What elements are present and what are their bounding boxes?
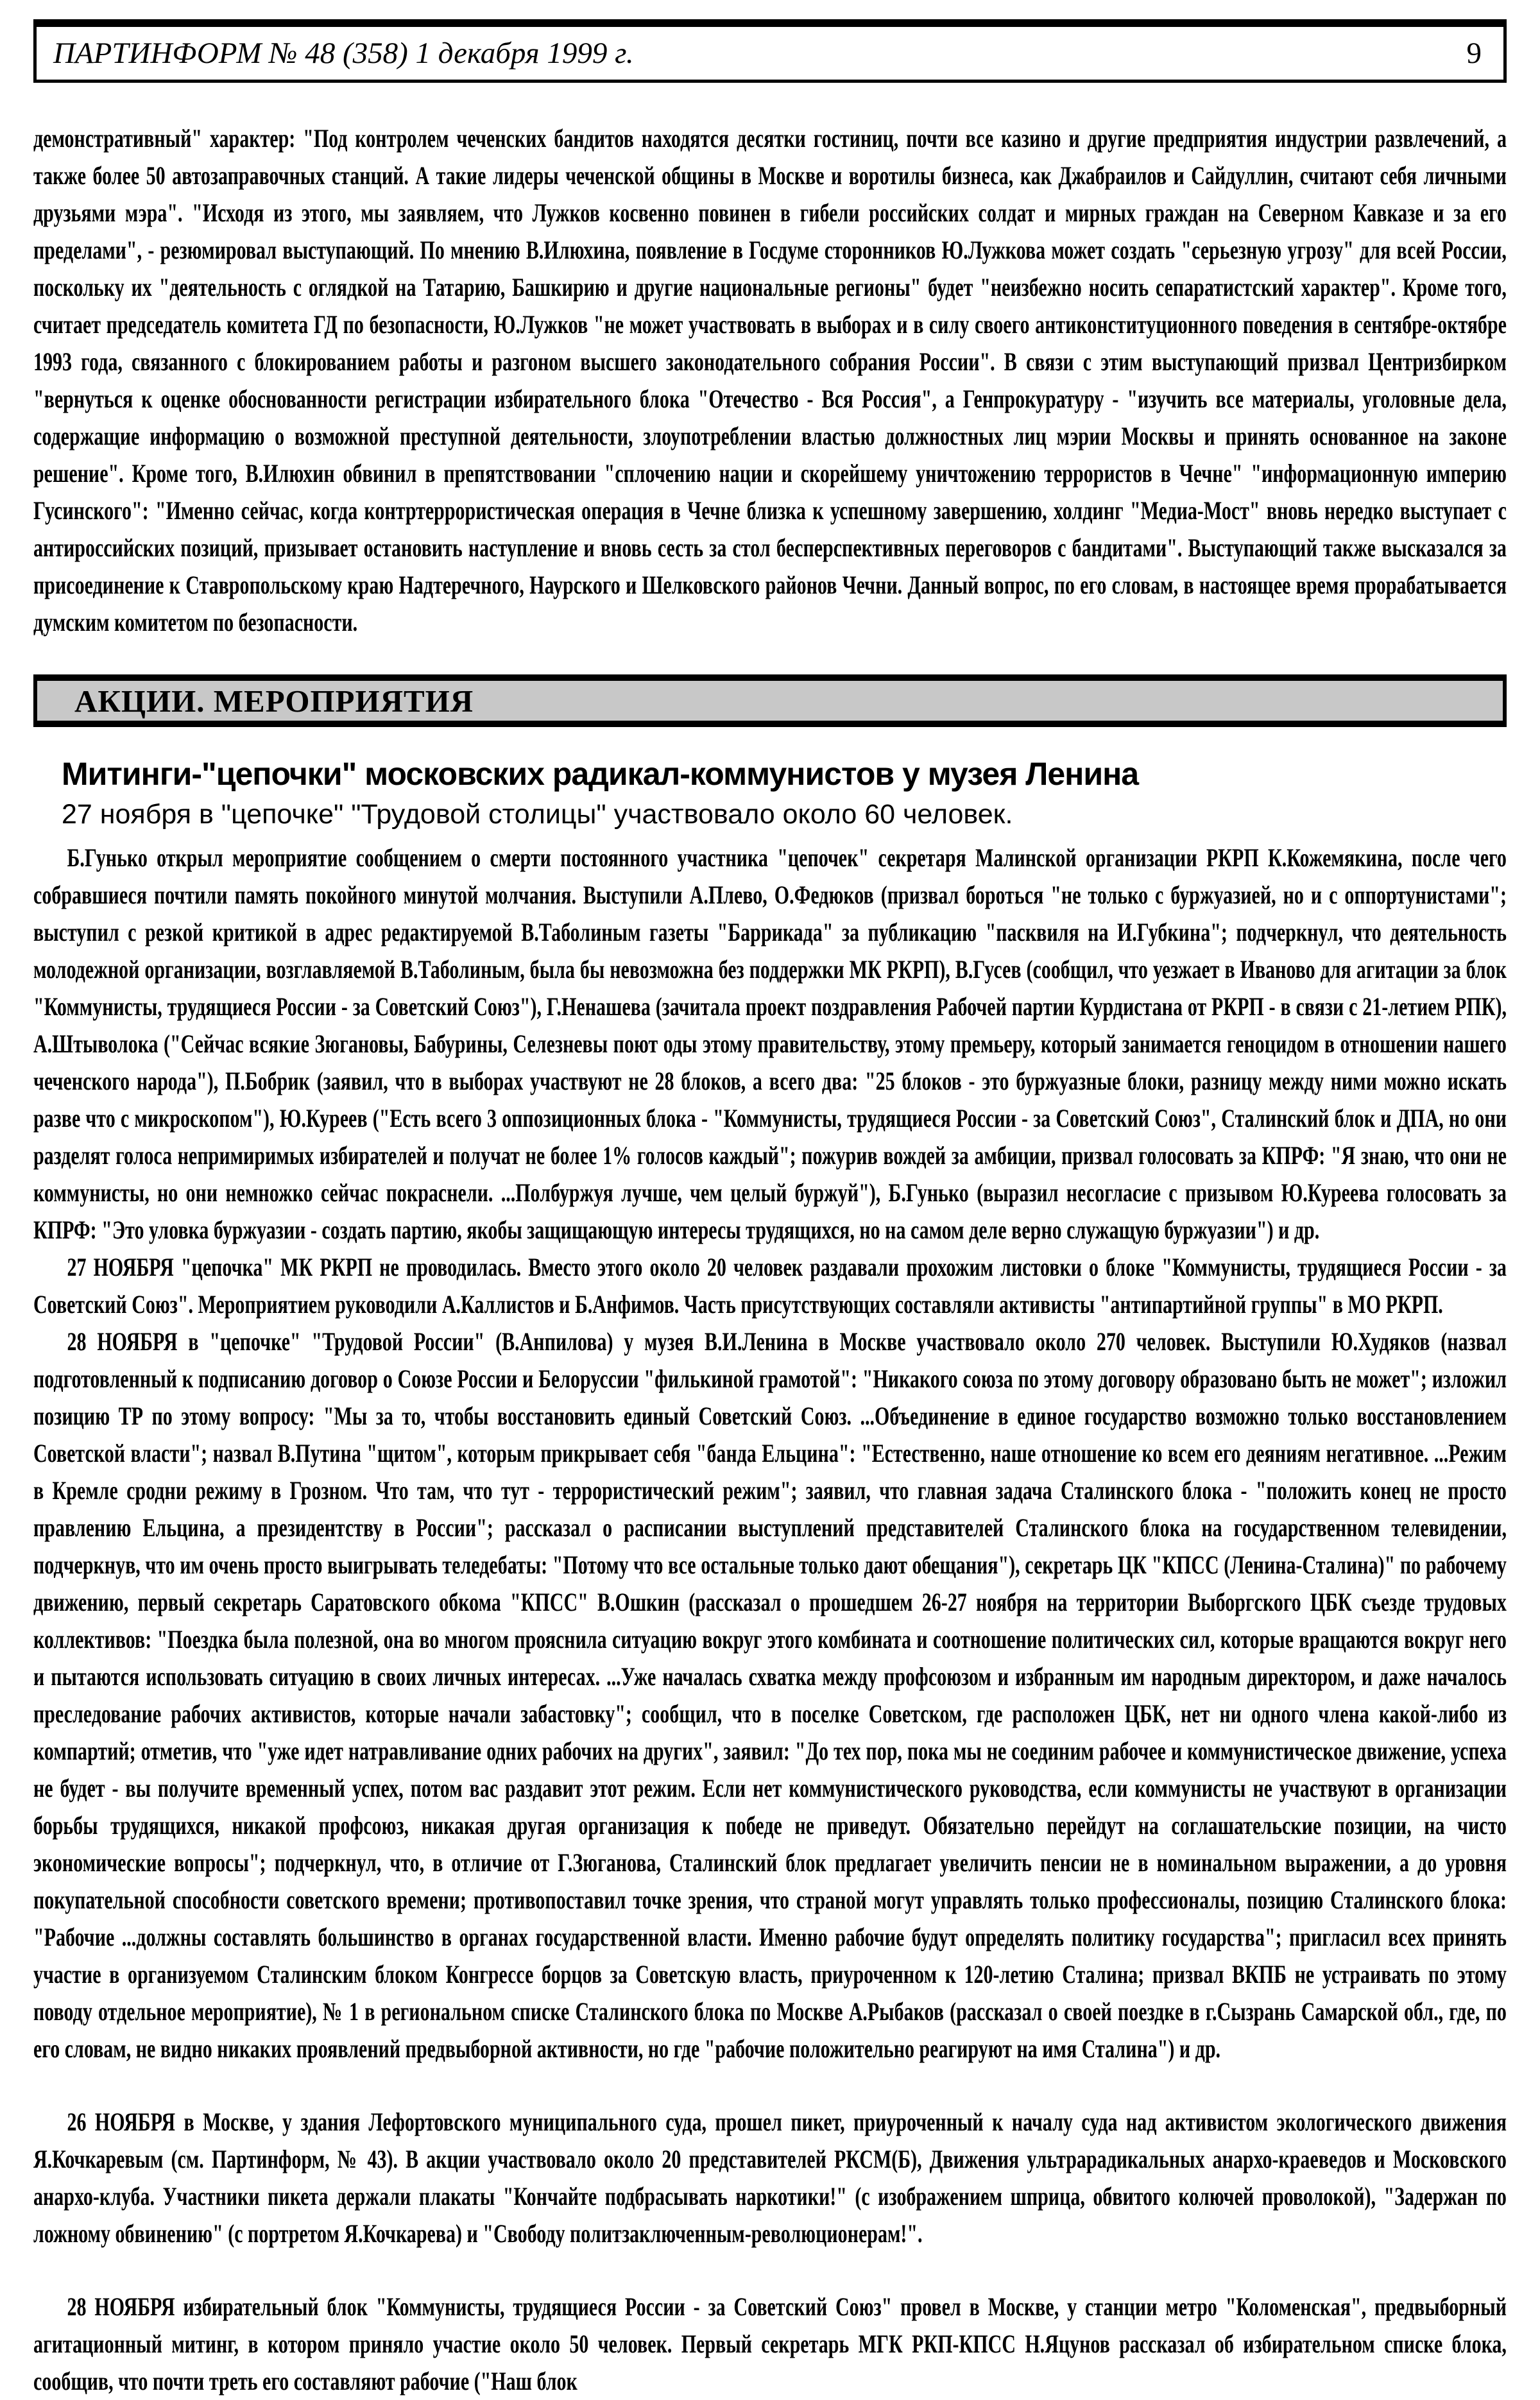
body-paragraph: 28 НОЯБРЯ избирательный блок "Коммунисты, трудящиеся России - за Советский Союз" провел в Москве, у станции метро "Коломенская", предвыборный агитационный митинг, в котором приняло участие около 50 человек. Первый секретарь МГК РКП-КПСС Н.Яцунов рассказал об избирательном списке блока, сообщив, что почти треть его составляют рабочие ("Наш блок bbox=[33, 2292, 1507, 2396]
page-number: 9 bbox=[1466, 37, 1482, 70]
section-title: АКЦИИ. МЕРОПРИЯТИЯ bbox=[74, 683, 474, 719]
body-paragraph: 28 НОЯБРЯ в "цепочке" "Трудовой России" (В.Анпилова) у музея В.И.Ленина в Москве участвовало около 270 человек. Выступили Ю.Худяков (назвал подготовленный к подписанию договор о Союзе России и Белоруссии "филькиной грамотой": "Никакого союза по этому договору образовано быть не может"; изложил позицию ТР по этому вопросу: "Мы за то, чтобы восстановить единый Советский Союз. ...Объединение в единое государство возможно только восстановлением Советской власти"; назвал В.Путина "щитом", которым прикрывает себя "банда Ельцина": "Естественно, наше отношение ко всем его деяниям негативное. ...Режим в Кремле сродни режиму в Грозном. Что там, что тут - террористический режим"; заявил, что главная задача Сталинского блока - "положить конец не просто правлению Ельцина, а президентству в России"; рассказал о расписании выступлений представителей Сталинского блока на государственном телевидении, подчеркнув, что им очень просто выигрывать теледебаты: "Потому что все остальные только дают обещания"), секретарь ЦК "КПСС (Ленина-Сталина)" по рабочему движению, первый секретарь Саратовского обкома "КПСС" В.Ошкин (рассказал о прошедшем 26-27 ноября на территории Выборгского ЦБК съезде трудовых коллективов: "Поездка была полезной, она во многом прояснила ситуацию вокруг этого комбината и соотношение политических сил, которые вращаются вокруг него и пытаются использовать ситуацию в своих личных интересах. ...Уже началась схватка между профсоюзом и избранным им народным директором, и даже началось преследование рабочих активистов, которые начали забастовку"; сообщил, что в поселке Советском, где расположен ЦБК, нет ни одного члена какой-либо из компартий; отметив, что "уже идет натравливание одних рабочих на других", заявил: "До тех пор, пока мы не соединим рабочее и коммунистическое движение, успеха не будет - вы получите временный успех, потом вас раздавит этот режим. Если нет коммунистического руководства, если коммунисты не участвуют в организации борьбы трудящихся, никакой профсоюз, никакая другая организация к победе не приведут. Обязательно перейдут на соглашательские позиции, на чисто экономические вопросы"; подчеркнул, что, в отличие от Г.Зюганова, Сталинский блок предлагает увеличить пенсии не в номинальном выражении, а до уровня покупательной способности советского времени; противопоставил точке зрения, что страной могут управлять только профессионалы, позицию Сталинского блока: "Рабочие ...должны составлять большинство в органах государственной власти. Именно рабочие будут определять политику государства"; пригласил всех принять участие в организуемом Сталинским блоком Конгрессе борцов за Советскую власть, приуроченном к 120-летию Сталина; призвал ВКПБ не устраивать по этому поводу отдельное мероприятие), № 1 в региональном списке Сталинского блока по Москве А.Рыбаков (рассказал о своей поездке в г.Сызрань Самарской обл., где, по его словам, не видно никаких проявлений предвыборной активности, но где "рабочие положительно реагируют на имя Сталина") и др. bbox=[33, 1327, 1507, 2063]
section-bar bbox=[33, 674, 1507, 727]
lead-paragraph: демонстративный" характер: "Под контролем чеченских бандитов находятся десятки гостиниц, почти все казино и другие предприятия индустрии развлечений, а также более 50 автозаправочных станций. А такие лидеры чеченской общины в Москве и воротилы бизнеса, как Джабраилов и Сайдуллин, считают себя личными друзьями мэра". "Исходя из этого, мы заявляем, что Лужков косвенно повинен в гибели российских солдат и мирных граждан на Северном Кавказе и за его пределами", - резюмировал выступающий. По мнению В.Илюхина, появление в Госдуме сторонников Ю.Лужкова может создать "серьезную угрозу" для всей России, поскольку их "деятельность с оглядкой на Татарию, Башкирию и другие национальные регионы" будет "неизбежно носить сепаратистский характер". Кроме того, считает председатель комитета ГД по безопасности, Ю.Лужков "не может участвовать в выборах и в силу своего антиконституционного поведения в сентябре-октябре 1993 года, связанного с блокированием работы и разгоном высшего законодательного собрания России". В связи с этим выступающий призвал Центризбирком "вернуться к оценке обоснованности регистрации избирательного блока "Отечество - Вся Россия", а Генпрокуратуру - "изучить все материалы, уголовные дела, содержащие информацию о возможной преступной деятельности, злоупотреблении властью должностных лиц мэрии Москвы и принять основанное на законе решение". Кроме того, В.Илюхин обвинил в препятствовании "сплочению нации и скорейшему уничтожению террористов в Чечне" "информационную империю Гусинского": "Именно сейчас, когда контртеррористическая операция в Чечне близка к успешному завершению, холдинг "Медиа-Мост" вновь нередко выступает с антироссийских позиций, призывает остановить наступление и вновь сесть за стол бесперспективных переговоров с бандитами". Выступающий также высказался за присоединение к Ставропольскому краю Надтеречного, Наурского и Шелковского районов Чечни. Данный вопрос, по его словам, в настоящее время прорабатывается думским комитетом по безопасности. bbox=[33, 124, 1507, 637]
page-header bbox=[33, 19, 1507, 83]
body-paragraph: 26 НОЯБРЯ в Москве, у здания Лефортовского муниципального суда, прошел пикет, приуроченный к началу суда над активистом экологического движения Я.Кочкаревым (см. Партинформ, № 43). В акции участвовало около 20 представителей РКСМ(Б), Движения ультрарадикальных анархо-краеведов и Московского анархо-клуба. Участники пикета держали плакаты "Кончайте подбрасывать наркотики!" (с изображением шприца, обвитого колючей проволокой), "Задержан по ложному обвинению" (с портретом Я.Кочкарева) и "Свободу политзаключенным-революционерам!". bbox=[33, 2107, 1507, 2248]
issue-title: ПАРТИНФОРМ № 48 (358) 1 декабря 1999 г. bbox=[53, 37, 634, 70]
body-paragraph: Б.Гунько открыл мероприятие сообщением о смерти постоянного участника "цепочек" секретаря Малинской организации РКРП К.Кожемякина, после чего собравшиеся почтили память покойного минутой молчания. Выступили А.Плево, О.Федюков (призвал бороться "не только с буржуазией, но и с оппортунистами"; выступил с резкой критикой в адрес редактируемой В.Таболиным газеты "Баррикада" за публикацию "пасквиля на И.Губкина"; подчеркнул, что деятельность молодежной организации, возглавляемой В.Таболиным, была бы невозможна без поддержки МК РКРП), В.Гусев (сообщил, что уезжает в Иваново для агитации за блок "Коммунисты, трудящиеся России - за Советский Союз"), Г.Ненашева (зачитала проект поздравления Рабочей партии Курдистана от РКРП - в связи с 21-летием РПК), А.Штыволока ("Сейчас всякие Зюгановы, Бабурины, Селезневы поют оды этому правительству, этому премьеру, который занимается геноцидом в отношении нашего чеченского народа"), П.Бобрик (заявил, что в выборах участвуют не 28 блоков, а всего два: "25 блоков - это буржуазные блоки, разницу между ними можно искать разве что с микроскопом"), Ю.Куреев ("Есть всего 3 оппозиционных блока - "Коммунисты, трудящиеся России - за Советский Союз", Сталинский блок и ДПА, но они разделят голоса непримиримых избирателей и получат не более 1% голосов каждый"; пожурив вождей за амбиции, призвал голосовать за КПРФ: "Я знаю, что они не коммунисты, но они немножко сейчас покраснели. ...Полбуржуя лучше, чем целый буржуй"), Б.Гунько (выразил несогласие с призывом Ю.Куреева голосовать за КПРФ: "Это уловка буржуазии - создать партию, якобы защищающую интересы трудящихся, но на самом деле верно служащую буржуазии") и др. bbox=[33, 843, 1507, 1244]
article-headline: Митинги-"цепочки" московских радикал-коммунистов у музея Ленина bbox=[62, 756, 1139, 792]
lead-paragraph-block bbox=[33, 120, 1507, 641]
article-lede: 27 ноября в "цепочке" "Трудовой столицы" участвовало около 60 человек. bbox=[62, 799, 1013, 830]
article-body bbox=[33, 839, 1507, 2400]
body-paragraph: 27 НОЯБРЯ "цепочка" МК РКРП не проводилась. Вместо этого около 20 человек раздавали прохожим листовки о блоке "Коммунисты, трудящиеся России - за Советский Союз". Мероприятием руководили А.Каллистов и Б.Анфимов. Часть присутствующих составляли активисты "антипартийной группы" в МО РКРП. bbox=[33, 1253, 1507, 1319]
